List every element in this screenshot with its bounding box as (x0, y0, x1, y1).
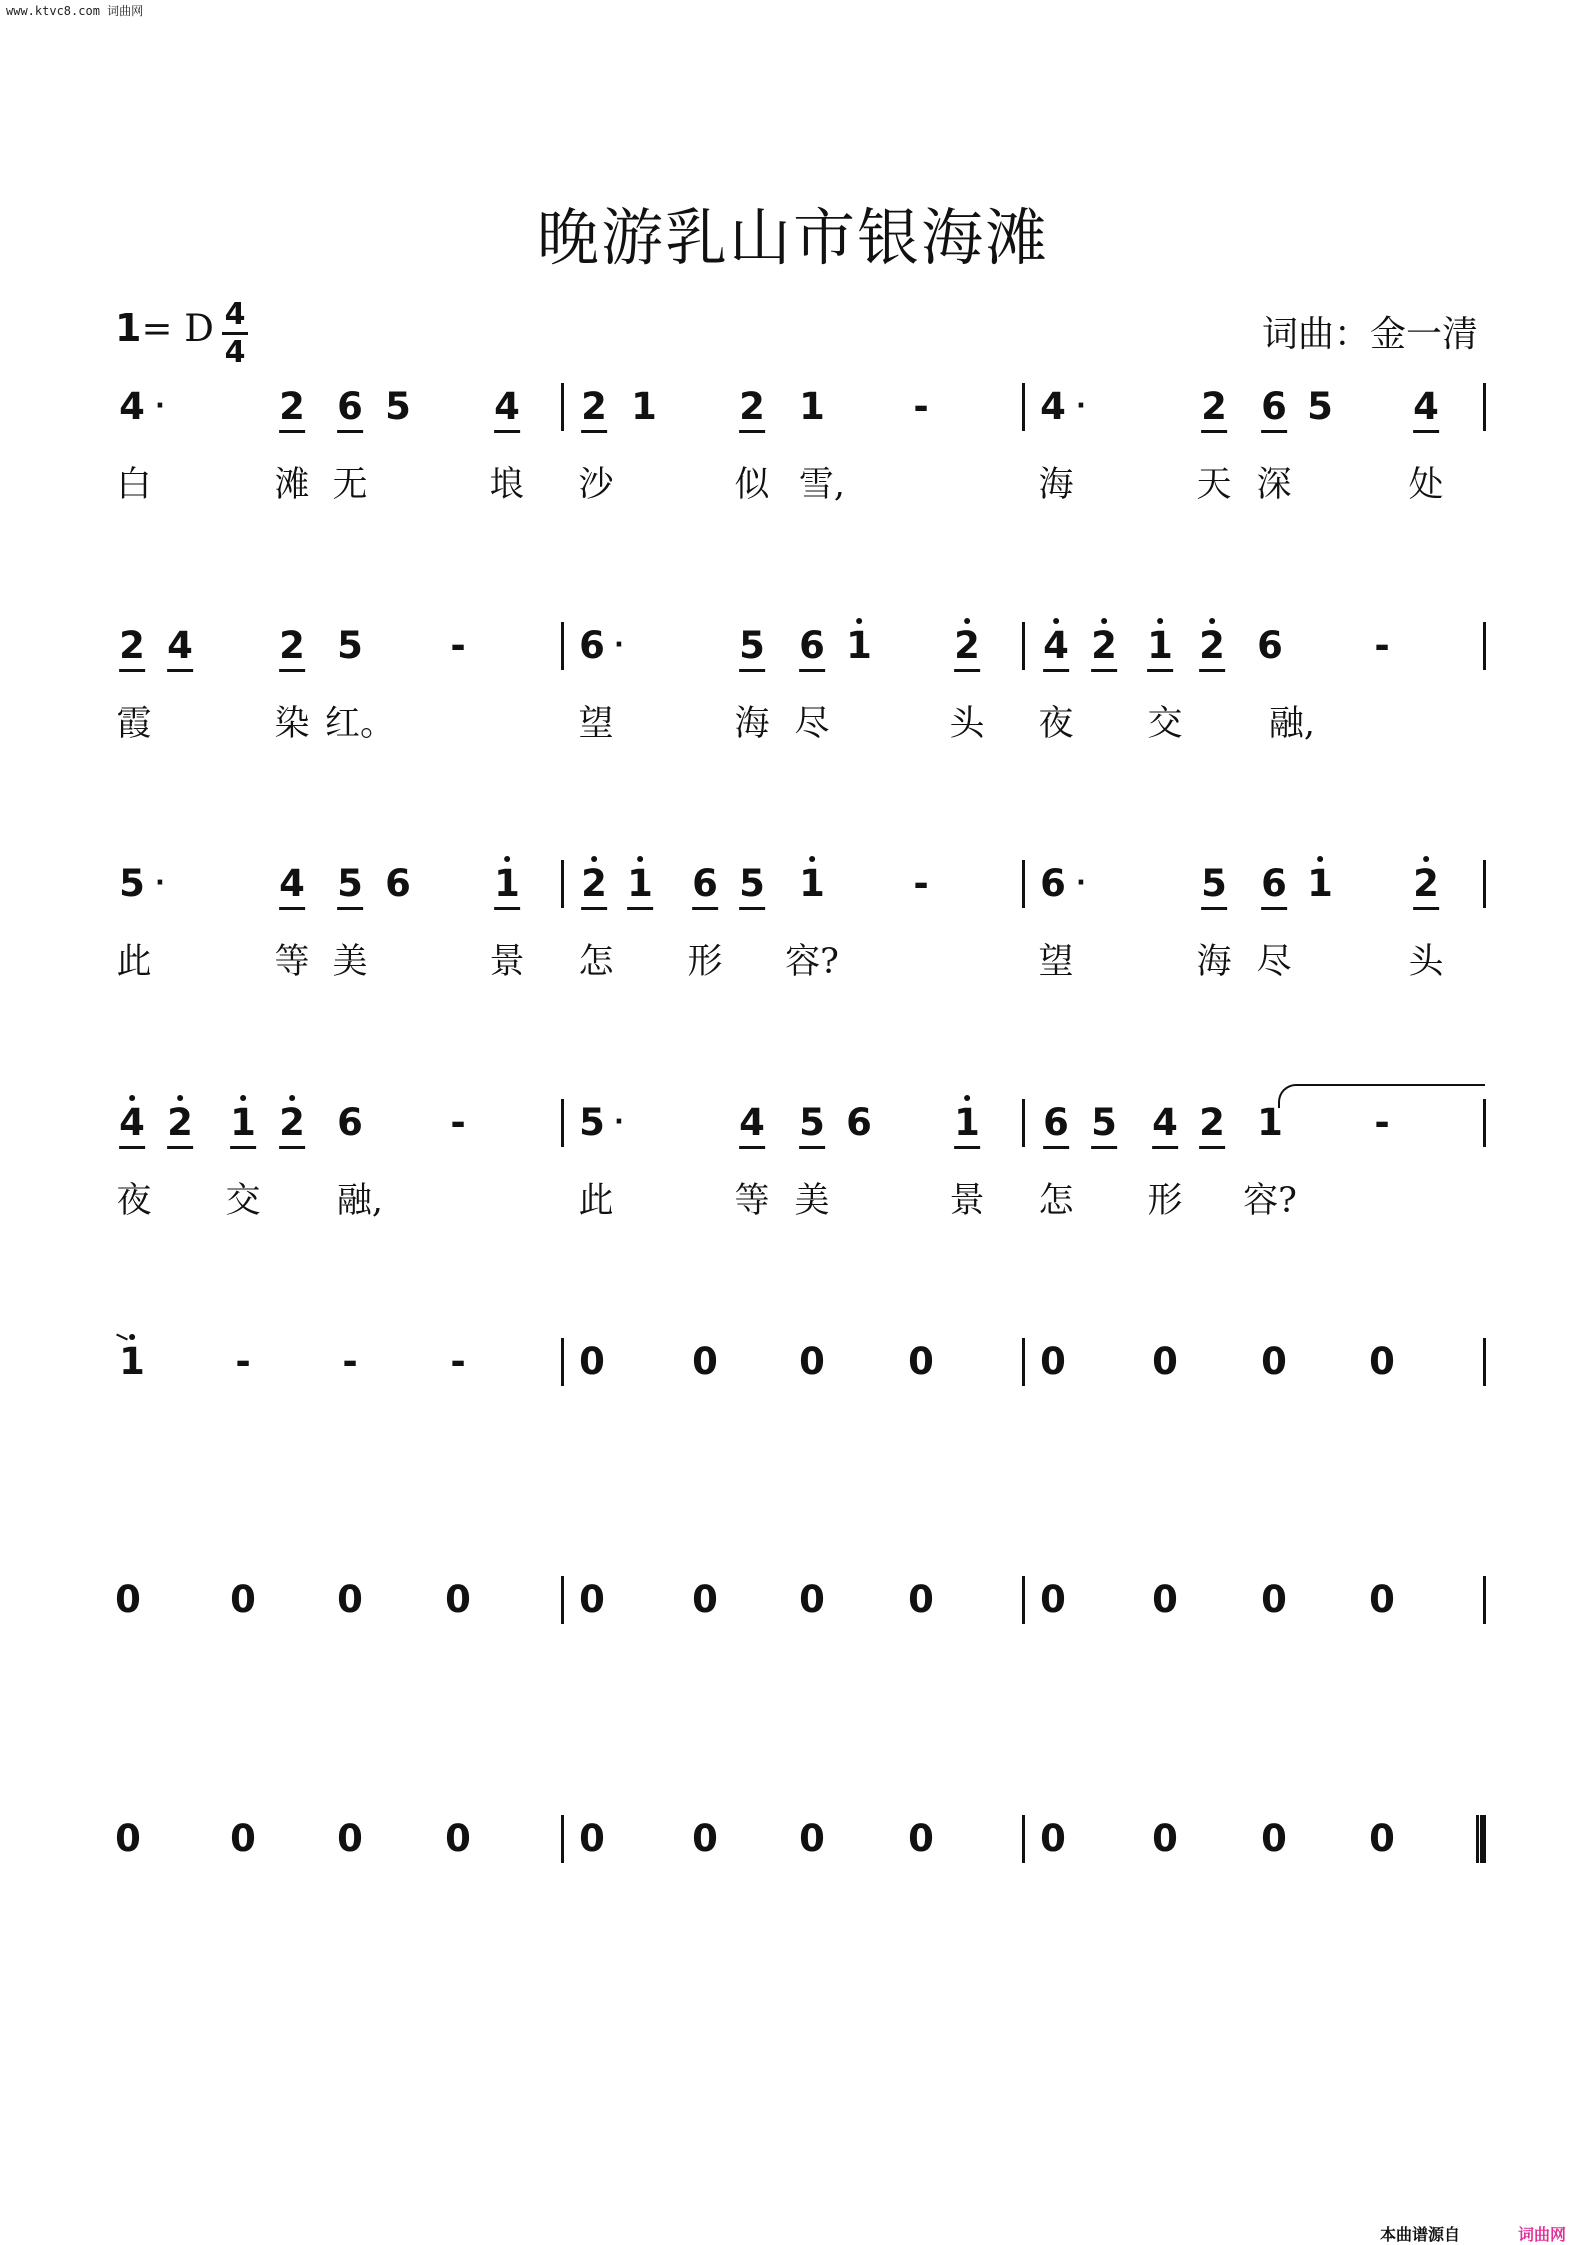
note: 1 (954, 1101, 980, 1149)
rest-note: 0 (908, 1340, 934, 1383)
octave-dot (1209, 618, 1215, 624)
barline (561, 383, 564, 431)
lyric-syllable: 沙 (578, 465, 614, 505)
time-signature (222, 298, 248, 369)
note: 6 (692, 862, 718, 910)
note: 1 (230, 1101, 256, 1149)
note: 2 (581, 862, 607, 910)
rest-note: 0 (692, 1340, 718, 1383)
lyric-syllable: 形 (1147, 1181, 1183, 1221)
dash-extension: - (450, 624, 466, 667)
note: 1 (627, 862, 653, 910)
rest-note: 0 (579, 1578, 605, 1621)
note: 2 (1413, 862, 1439, 910)
lyric-syllable: 滩 (274, 465, 310, 505)
rest-note: 0 (692, 1578, 718, 1621)
lyric-syllable: 容? (785, 942, 839, 982)
barline (1022, 622, 1025, 670)
lyric-syllable: 无 (332, 465, 368, 505)
time-signature-top: 4 (224, 297, 246, 332)
dash-extension: - (235, 1340, 251, 1383)
barline (1022, 1815, 1025, 1863)
note: 6 (799, 624, 825, 672)
composer-credits: 词曲：金一清 (1261, 314, 1478, 355)
note: 4 (1043, 624, 1069, 672)
augmentation-dot: · (155, 868, 165, 898)
lyric-syllable: 尽 (794, 704, 830, 744)
octave-dot (1157, 618, 1163, 624)
key-tonic-number: 1 (115, 306, 142, 350)
score-system (0, 862, 1586, 982)
score-system (0, 1578, 1586, 1698)
octave-dot (1317, 856, 1323, 862)
final-barline (1476, 1815, 1486, 1863)
lyric-syllable: 头 (1408, 942, 1444, 982)
note: 1 (1257, 1101, 1283, 1144)
score-title: 晚游乳山市银海滩 (536, 201, 1049, 274)
lyric-syllable: 形 (687, 942, 723, 982)
rest-note: 0 (1152, 1817, 1178, 1860)
rest-note: 0 (799, 1340, 825, 1383)
site-mark[interactable]: www.ktvc8.com 词曲网 (6, 4, 144, 18)
octave-dot (1101, 618, 1107, 624)
lyric-syllable: 等 (274, 942, 310, 982)
octave-dot (856, 618, 862, 624)
dash-extension: - (450, 1340, 466, 1383)
lyric-syllable: 美 (794, 1181, 830, 1221)
note: 2 (739, 385, 765, 433)
time-signature-bottom: 4 (224, 335, 246, 370)
octave-dot (964, 618, 970, 624)
note: 5 (739, 862, 765, 910)
note: 5 (119, 862, 145, 905)
score-system (0, 385, 1586, 505)
rest-note: 0 (1369, 1817, 1395, 1860)
barline (561, 1576, 564, 1624)
note: 5 (579, 1101, 605, 1144)
tie-arc (1278, 1084, 1485, 1108)
lyric-syllable: 怎 (1038, 1181, 1074, 1221)
rest-note: 0 (337, 1578, 363, 1621)
lyric-syllable: 此 (116, 942, 152, 982)
note: 2 (1199, 624, 1225, 672)
note: 2 (1199, 1101, 1225, 1149)
rest-note: 0 (337, 1817, 363, 1860)
barline (561, 860, 564, 908)
lyric-syllable: 深 (1256, 465, 1292, 505)
barline (1483, 383, 1486, 431)
key-signature (115, 306, 214, 350)
barline (1483, 622, 1486, 670)
note: 4 (1040, 385, 1066, 428)
note: 1 (799, 862, 825, 906)
rest-note: 0 (115, 1817, 141, 1860)
note: 2 (954, 624, 980, 672)
note: 2 (167, 1101, 193, 1149)
dash-extension: - (913, 862, 929, 905)
lyric-syllable: 交 (1147, 704, 1183, 744)
note: 4 (167, 624, 193, 672)
augmentation-dot: · (614, 1107, 624, 1137)
note: 4 (119, 1101, 145, 1149)
note: 4 (494, 385, 520, 433)
note: 6 (1043, 1101, 1069, 1149)
rest-note: 0 (1040, 1578, 1066, 1621)
score-system (0, 624, 1586, 744)
lyric-syllable: 景 (489, 942, 525, 982)
rest-note: 0 (579, 1817, 605, 1860)
note: 5 (337, 624, 363, 667)
lyric-syllable: 似 (734, 465, 770, 505)
octave-dot (809, 856, 815, 862)
note: 5 (1307, 385, 1333, 428)
note: 5 (1201, 862, 1227, 910)
lyric-syllable: 海 (1038, 465, 1074, 505)
lyric-syllable: 此 (578, 1181, 614, 1221)
note: 6 (846, 1101, 872, 1144)
rest-note: 0 (1040, 1340, 1066, 1383)
rest-note: 0 (908, 1578, 934, 1621)
score-system (0, 1340, 1586, 1460)
lyric-syllable: 海 (734, 704, 770, 744)
dash-extension: - (342, 1340, 358, 1383)
lyric-syllable: 处 (1408, 465, 1444, 505)
dash-extension: - (1374, 1101, 1390, 1144)
lyric-syllable: 融, (336, 1181, 384, 1221)
note: 1 (846, 624, 872, 668)
note: 2 (1091, 624, 1117, 672)
rest-note: 0 (1369, 1340, 1395, 1383)
score-system (0, 1817, 1586, 1937)
rest-note: 0 (115, 1578, 141, 1621)
rest-note: 0 (445, 1578, 471, 1621)
rest-note: 0 (799, 1817, 825, 1860)
octave-dot (177, 1095, 183, 1101)
lyric-syllable: 容? (1243, 1181, 1297, 1221)
note: 1 (1307, 862, 1333, 906)
augmentation-dot: · (614, 630, 624, 660)
score-system (0, 1101, 1586, 1221)
lyric-syllable: 交 (225, 1181, 261, 1221)
note: 1 (631, 385, 657, 428)
lyric-syllable: 埌 (489, 465, 525, 505)
rest-note: 0 (1261, 1340, 1287, 1383)
note: 2 (279, 624, 305, 672)
note: 2 (119, 624, 145, 672)
footer-logo[interactable]: 词曲网 (1518, 2225, 1567, 2244)
dash-extension: - (913, 385, 929, 428)
note: 1 (1147, 624, 1173, 672)
augmentation-dot: · (1076, 391, 1086, 421)
lyric-syllable: 天 (1196, 465, 1232, 505)
note: 5 (1091, 1101, 1117, 1149)
note: 6 (385, 862, 411, 905)
barline (1483, 1576, 1486, 1624)
octave-dot (591, 856, 597, 862)
octave-dot (129, 1095, 135, 1101)
rest-note: 0 (692, 1817, 718, 1860)
note: 2 (279, 385, 305, 433)
lyric-syllable: 等 (734, 1181, 770, 1221)
octave-dot (637, 856, 643, 862)
note: 6 (579, 624, 605, 667)
note: 6 (1257, 624, 1283, 667)
octave-dot (504, 856, 510, 862)
rest-note: 0 (230, 1578, 256, 1621)
lyric-syllable: 海 (1196, 942, 1232, 982)
barline (1022, 383, 1025, 431)
note: 4 (119, 385, 145, 428)
note: 4 (1152, 1101, 1178, 1149)
rest-note: 0 (1369, 1578, 1395, 1621)
lyric-syllable: 融, (1268, 704, 1316, 744)
octave-dot (129, 1334, 135, 1340)
note: 5 (385, 385, 411, 428)
note: 2 (279, 1101, 305, 1149)
note: 6 (337, 1101, 363, 1144)
lyric-syllable: 霞 (116, 704, 152, 744)
octave-dot (1053, 618, 1059, 624)
barline (561, 1338, 564, 1386)
octave-dot (1423, 856, 1429, 862)
note: 6 (337, 385, 363, 433)
note: 2 (1201, 385, 1227, 433)
lyric-syllable: 望 (1038, 942, 1074, 982)
rest-note: 0 (908, 1817, 934, 1860)
rest-note: 0 (1261, 1578, 1287, 1621)
lyric-syllable: 染 (274, 704, 310, 744)
lyric-syllable: 夜 (1038, 704, 1074, 744)
rest-note: 0 (799, 1578, 825, 1621)
barline (561, 1099, 564, 1147)
note: 4 (279, 862, 305, 910)
barline (1022, 1338, 1025, 1386)
augmentation-dot: · (155, 391, 165, 421)
barline (1022, 1576, 1025, 1624)
barline (561, 622, 564, 670)
rest-note: 0 (1261, 1817, 1287, 1860)
note: 1 (799, 385, 825, 428)
barline (561, 1815, 564, 1863)
octave-dot (289, 1095, 295, 1101)
barline (1022, 860, 1025, 908)
footer-source-text: 本曲谱源自 (1380, 2225, 1461, 2244)
lyric-syllable: 红。 (324, 704, 396, 744)
lyric-syllable: 望 (578, 704, 614, 744)
dash-extension: - (1374, 624, 1390, 667)
rest-note: 0 (1040, 1817, 1066, 1860)
rest-note: 0 (579, 1340, 605, 1383)
lyric-syllable: 美 (332, 942, 368, 982)
barline (1483, 1338, 1486, 1386)
rest-note: 0 (1152, 1340, 1178, 1383)
note: 1 (494, 862, 520, 910)
lyric-syllable: 头 (949, 704, 985, 744)
augmentation-dot: · (1076, 868, 1086, 898)
lyric-syllable: 雪, (798, 465, 846, 505)
rest-note: 0 (1152, 1578, 1178, 1621)
note: 4 (739, 1101, 765, 1149)
lyric-syllable: 景 (949, 1181, 985, 1221)
note: 5 (739, 624, 765, 672)
note: 6 (1261, 862, 1287, 910)
key-name: = D (141, 307, 214, 350)
lyric-syllable: 夜 (116, 1181, 152, 1221)
note: 2 (581, 385, 607, 433)
barline (1483, 860, 1486, 908)
note: 4 (1413, 385, 1439, 433)
dash-extension: - (450, 1101, 466, 1144)
note: 5 (799, 1101, 825, 1149)
note: 6 (1261, 385, 1287, 433)
barline (1022, 1099, 1025, 1147)
lyric-syllable: 白 (116, 465, 152, 505)
rest-note: 0 (445, 1817, 471, 1860)
octave-dot (964, 1095, 970, 1101)
rest-note: 0 (230, 1817, 256, 1860)
note: 5 (337, 862, 363, 910)
lyric-syllable: 怎 (578, 942, 614, 982)
lyric-syllable: 尽 (1256, 942, 1292, 982)
note: 6 (1040, 862, 1066, 905)
note: 1 (119, 1340, 145, 1384)
octave-dot (240, 1095, 246, 1101)
